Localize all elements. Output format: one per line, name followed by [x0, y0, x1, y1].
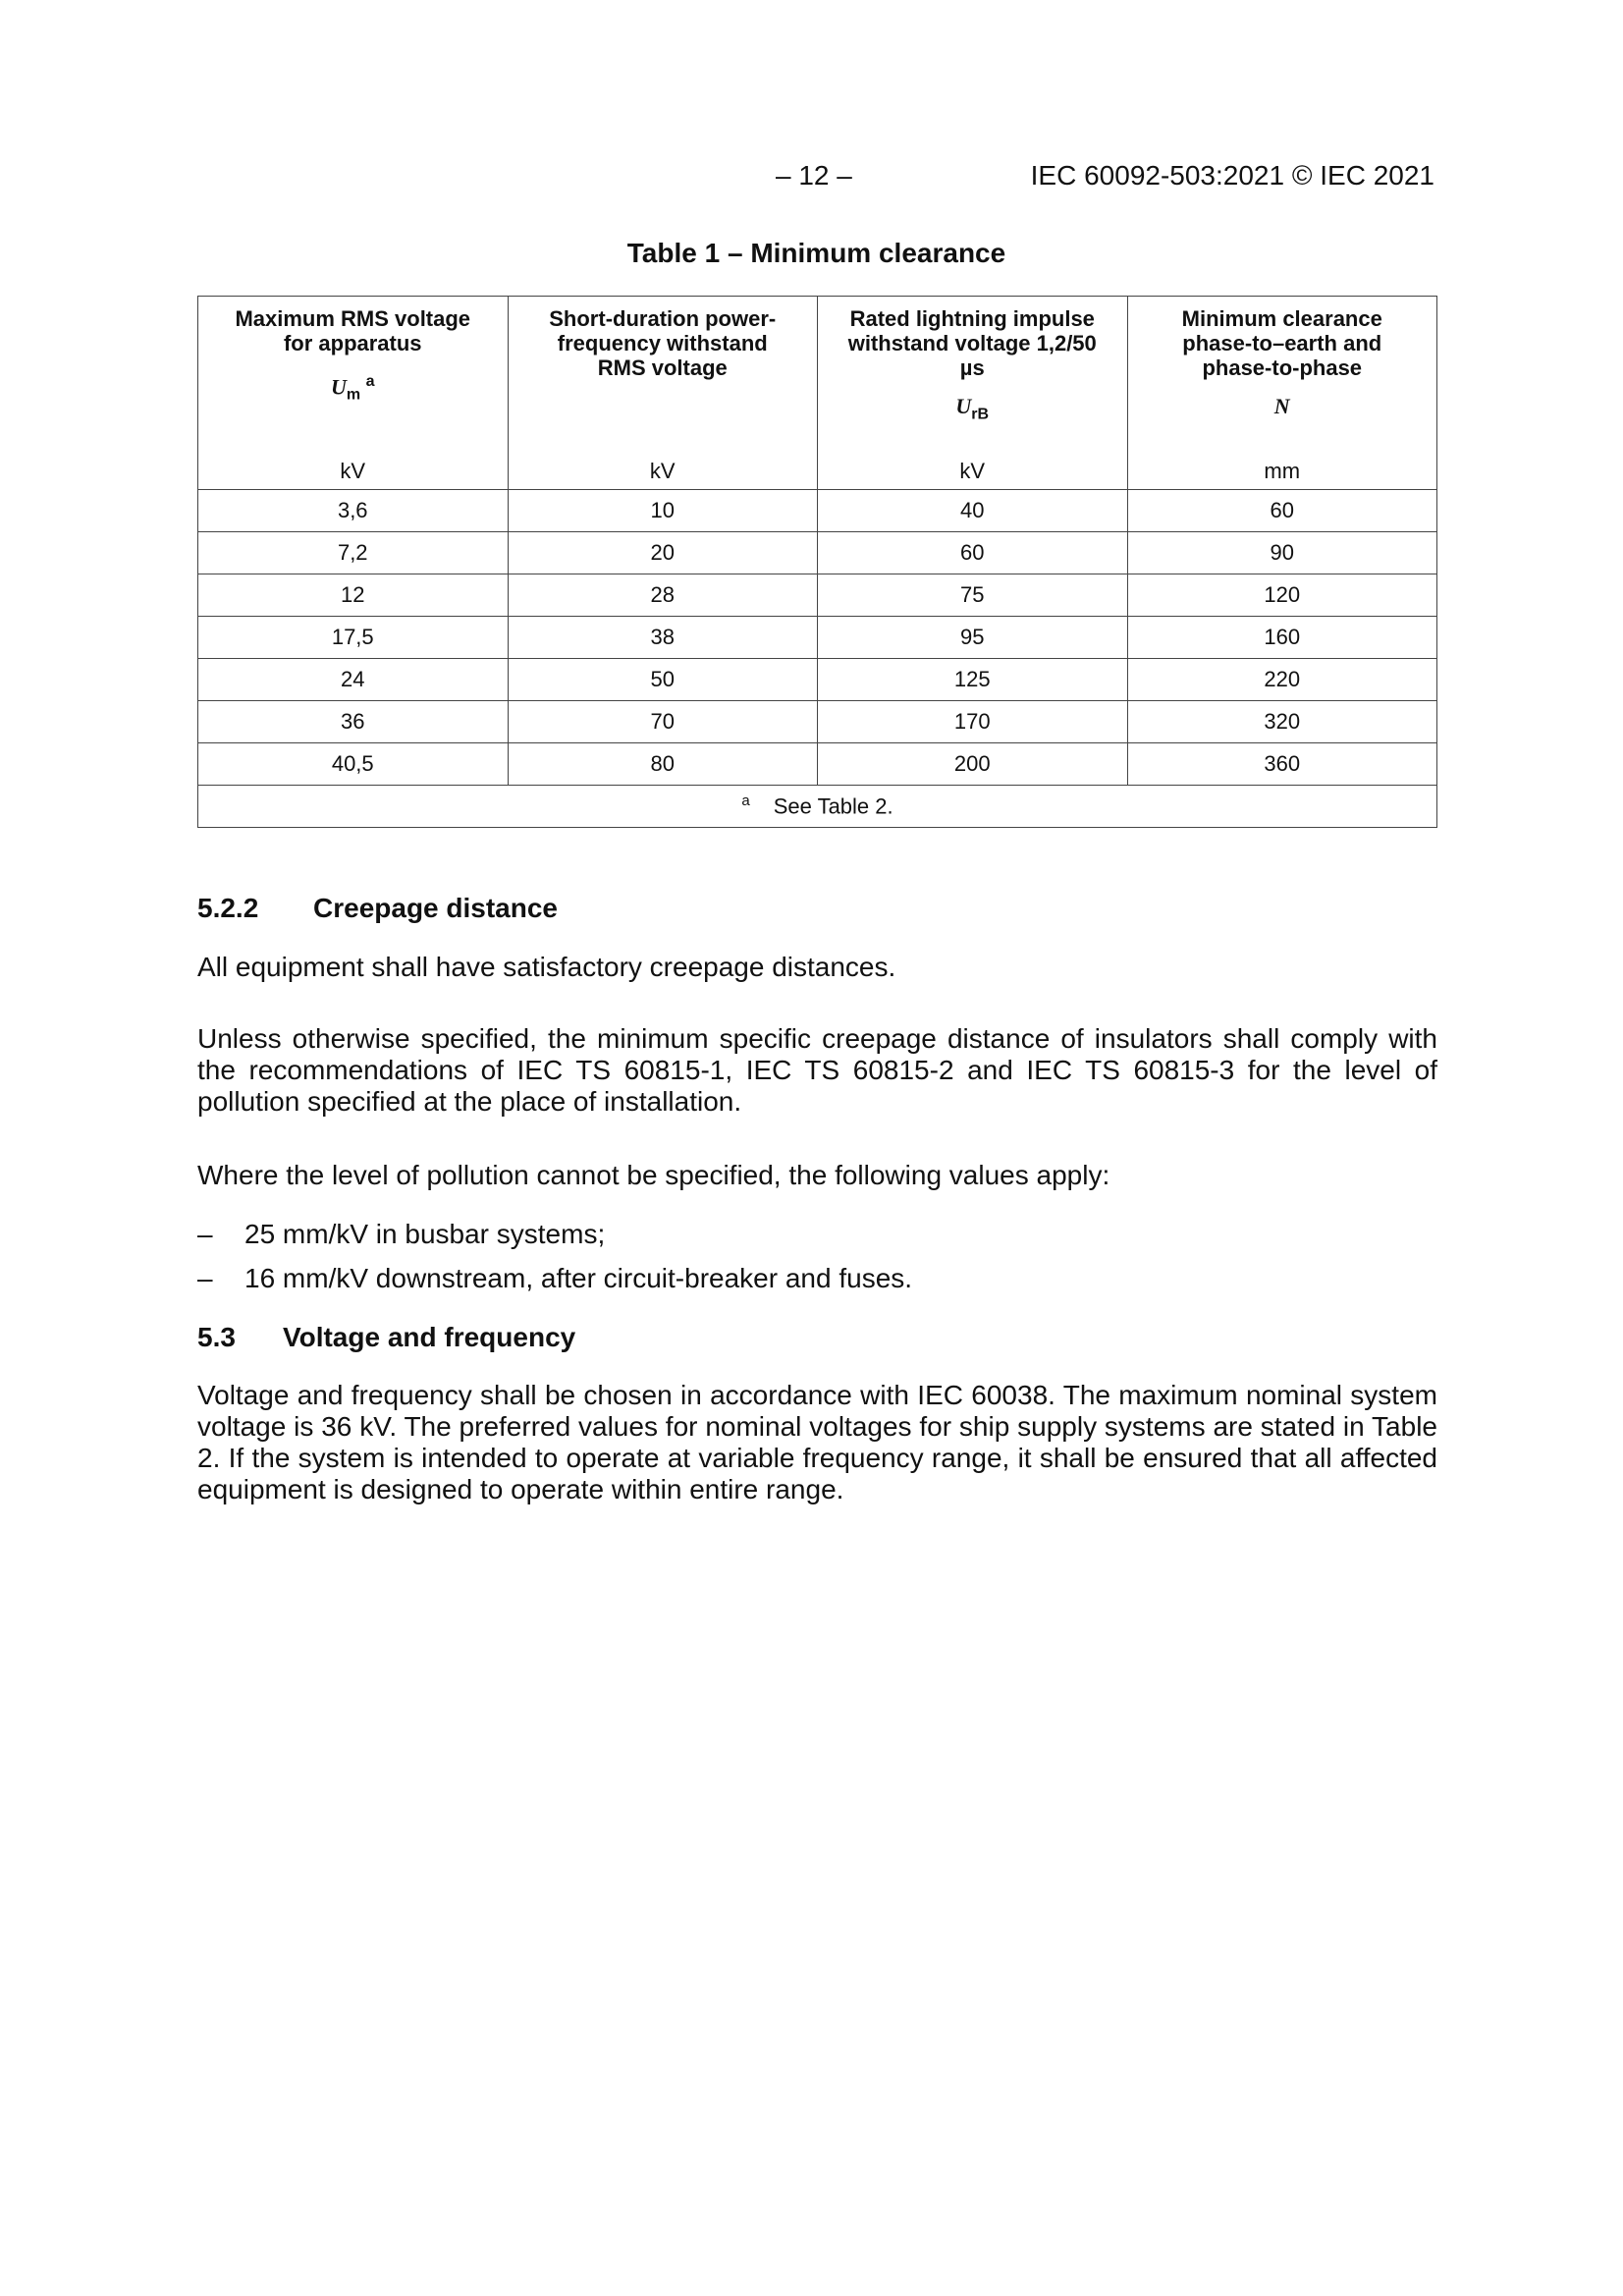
table-cell: 24 [198, 659, 509, 701]
table-cell: 3,6 [198, 490, 509, 532]
table-row [198, 490, 1437, 532]
column-header [198, 297, 509, 490]
section-title: Voltage and frequency [283, 1322, 576, 1352]
table-footnote [198, 786, 1437, 828]
table-cell: 200 [818, 743, 1128, 786]
table-cell: 220 [1127, 659, 1437, 701]
list-dash: – [197, 1263, 213, 1293]
paragraph: Unless otherwise specified, the minimum specific creepage distance of insulators shall comply with the recommendations of IEC TS 60815-1, IEC TS 60815-2 and IEC TS 60815-3 for the level of pollution specified at the place of installation. [197, 1023, 1437, 1117]
section-heading-5-3 [197, 1322, 575, 1353]
column-header-symbol: N [1273, 394, 1290, 418]
table-cell: 80 [508, 743, 818, 786]
column-header-unit: kV [340, 459, 366, 483]
page-number: – 12 – [776, 160, 852, 191]
column-header [508, 297, 818, 490]
table-cell: 95 [818, 617, 1128, 659]
table-cell: 125 [818, 659, 1128, 701]
paragraph: Voltage and frequency shall be chosen in accordance with IEC 60038. The maximum nominal system voltage is 36 kV. The preferred values for nominal voltages for ship supply systems are stated in Table 2. If the system is intended to operate at variable frequency range, it shall be ensured that all affected equipment is designed to operate within entire range. [197, 1380, 1437, 1504]
document-reference: IEC 60092-503:2021 © IEC 2021 [1030, 160, 1434, 191]
list-item-text: 25 mm/kV in busbar systems; [244, 1219, 606, 1249]
paragraph: All equipment shall have satisfactory creepage distances. [197, 952, 896, 982]
table-cell: 38 [508, 617, 818, 659]
table-footnote-row [198, 786, 1437, 828]
table-cell: 12 [198, 574, 509, 617]
section-number: 5.3 [197, 1322, 236, 1352]
table-cell: 90 [1127, 532, 1437, 574]
column-header [818, 297, 1128, 490]
table-cell: 120 [1127, 574, 1437, 617]
table-cell: 10 [508, 490, 818, 532]
table-cell: 17,5 [198, 617, 509, 659]
table-cell: 170 [818, 701, 1128, 743]
table-cell: 70 [508, 701, 818, 743]
column-header-label: Minimum clearance phase-to–earth and phase-to-phase [1181, 306, 1382, 380]
table-row [198, 659, 1437, 701]
column-header-symbol: $U_{rB}$ [955, 394, 990, 423]
table-cell: 360 [1127, 743, 1437, 786]
list-item [197, 1263, 912, 1294]
section-heading-5-2-2 [197, 893, 558, 924]
paragraph: Where the level of pollution cannot be specified, the following values apply: [197, 1160, 1110, 1190]
section-number: 5.2.2 [197, 893, 259, 923]
table-row [198, 743, 1437, 786]
table-cell: 50 [508, 659, 818, 701]
table-cell: 160 [1127, 617, 1437, 659]
table-cell: 60 [818, 532, 1128, 574]
column-header-unit: kV [649, 459, 676, 483]
table-cell: 75 [818, 574, 1128, 617]
table-header-row [198, 297, 1437, 490]
column-header-label: Rated lightning impulse withstand voltage 1,2/50 µs [847, 306, 1097, 380]
table-row [198, 701, 1437, 743]
table-cell: 7,2 [198, 532, 509, 574]
table-row [198, 574, 1437, 617]
footnote-text: See Table 2. [773, 793, 893, 819]
table-title: Table 1 – Minimum clearance [626, 238, 1006, 268]
column-header [1127, 297, 1437, 490]
table-row [198, 532, 1437, 574]
table-cell: 40,5 [198, 743, 509, 786]
list-item [197, 1219, 605, 1250]
column-header-label: Short-duration power-frequency withstand RMS voltage [549, 306, 777, 380]
list-dash: – [197, 1219, 213, 1249]
column-header-label: Maximum RMS voltage for apparatus [235, 306, 471, 355]
table-cell: 20 [508, 532, 818, 574]
minimum-clearance-table [197, 296, 1437, 828]
footnote-mark: a [741, 793, 750, 810]
table-cell: 36 [198, 701, 509, 743]
column-header-symbol: $U_m$ $^a$ [330, 373, 375, 404]
page-header [0, 160, 1623, 199]
table-cell: 28 [508, 574, 818, 617]
list-item-text: 16 mm/kV downstream, after circuit-breaker and fuses. [244, 1263, 913, 1293]
table-cell: 320 [1127, 701, 1437, 743]
column-header-unit: kV [959, 459, 986, 483]
table-row [198, 617, 1437, 659]
section-title: Creepage distance [313, 893, 558, 923]
table-cell: 60 [1127, 490, 1437, 532]
column-header-unit: mm [1264, 459, 1301, 483]
table-cell: 40 [818, 490, 1128, 532]
